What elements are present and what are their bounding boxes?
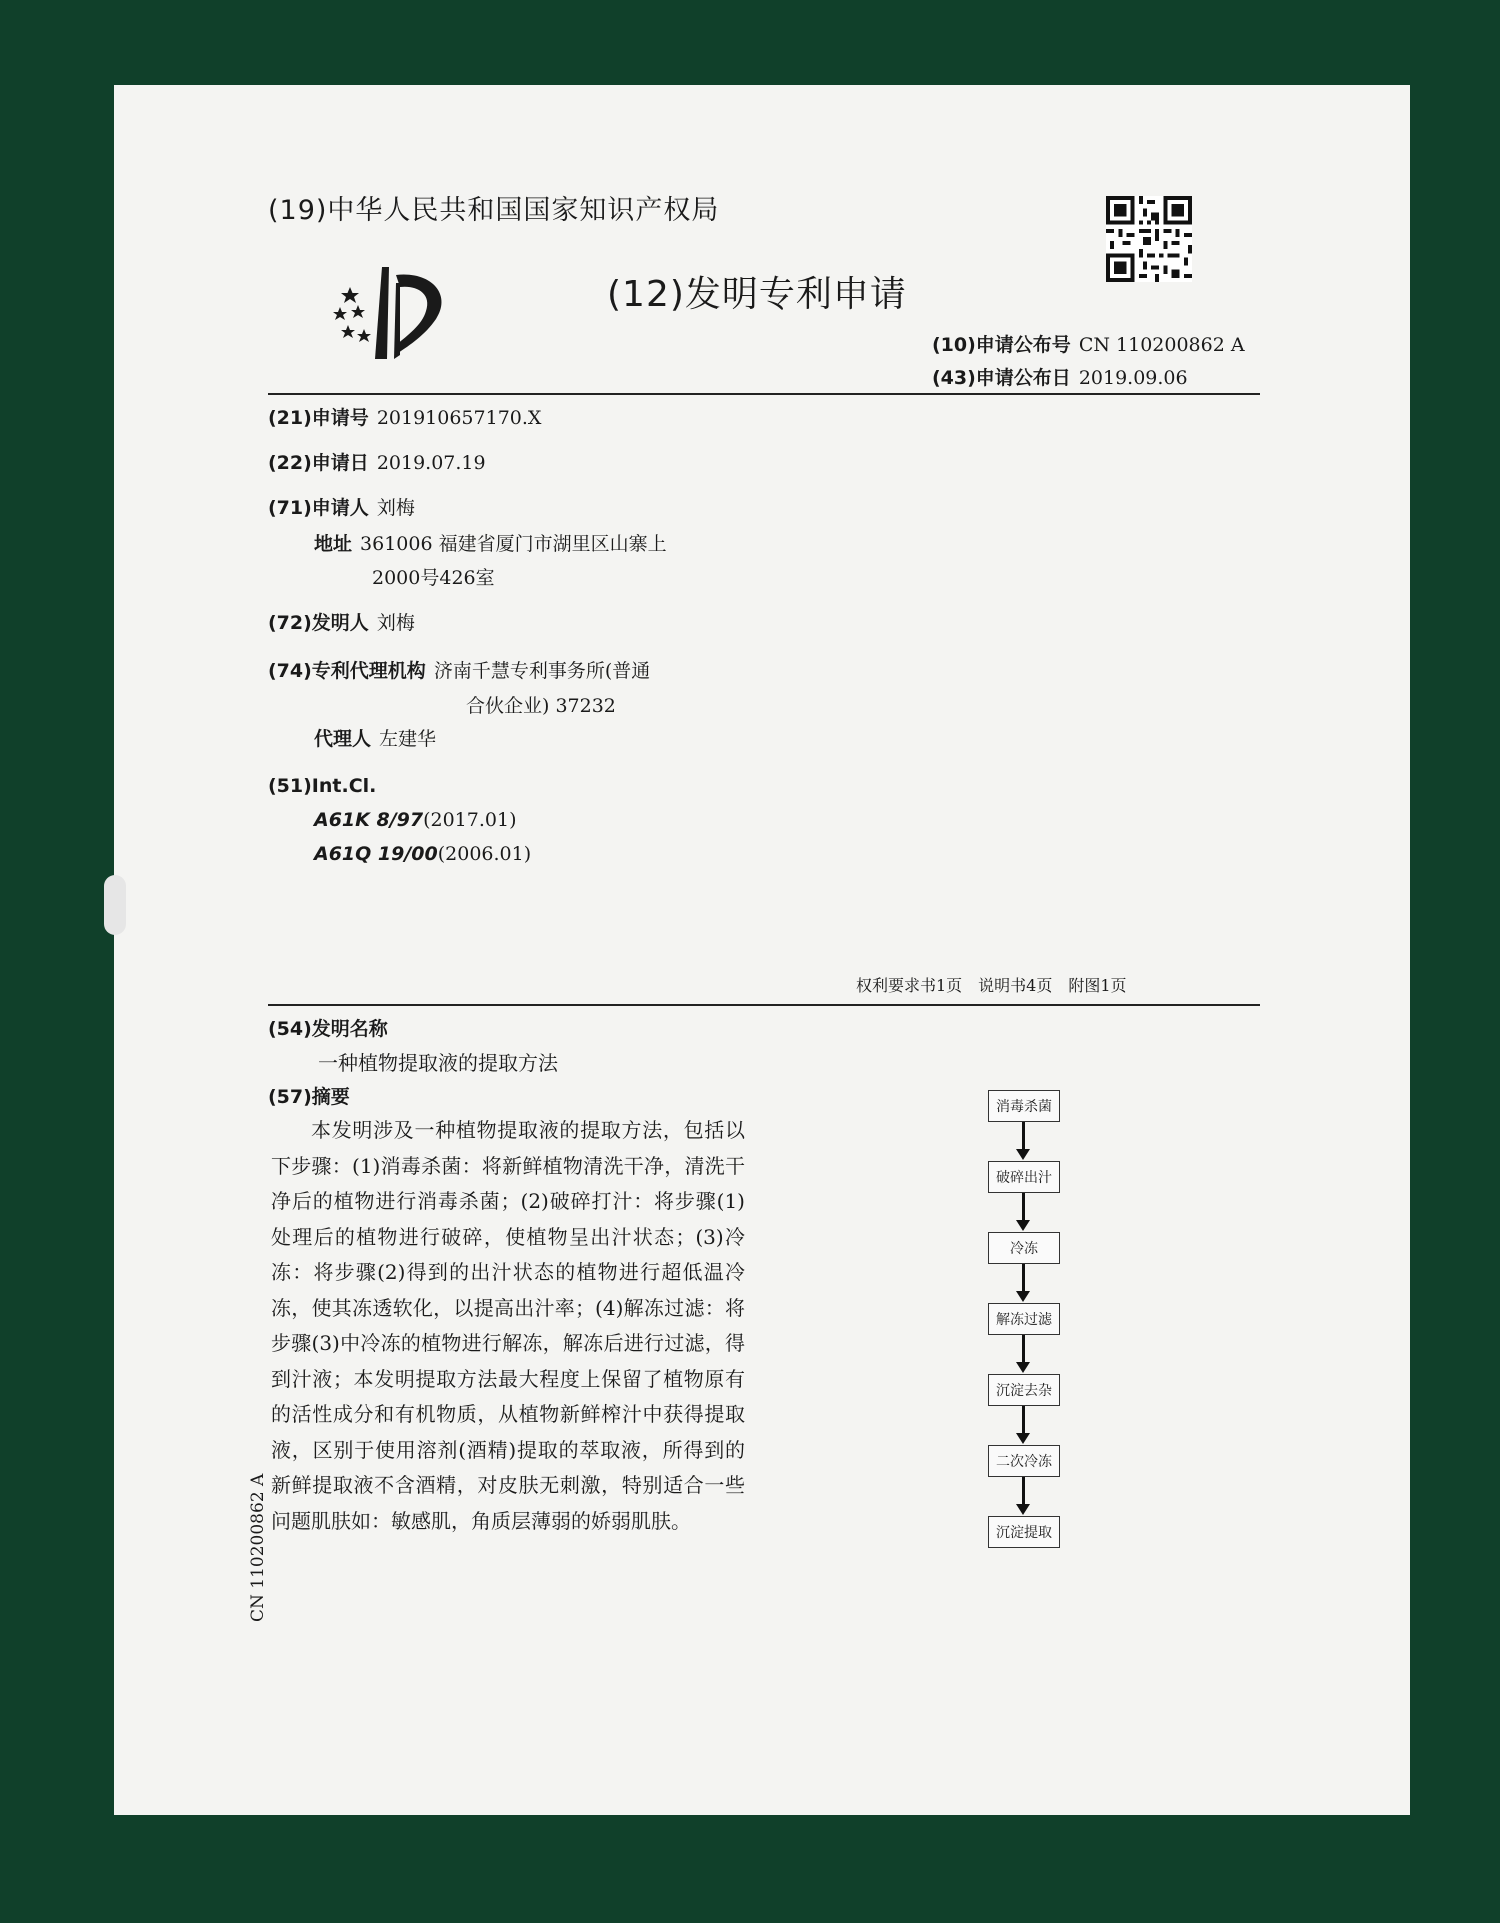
flow-step: 消毒杀菌	[988, 1090, 1060, 1122]
flow-arrow	[1022, 1264, 1025, 1292]
flow-step: 沉淀提取	[988, 1516, 1060, 1548]
address-line-2: 2000号426室	[372, 567, 495, 589]
address: 地址 361006 福建省厦门市湖里区山寨上	[314, 533, 667, 555]
flow-arrow	[1022, 1406, 1025, 1434]
cnipa-emblem-icon	[328, 263, 454, 363]
publication-date: (43)申请公布日 2019.09.06	[932, 367, 1188, 389]
flow-arrow	[1022, 1122, 1025, 1150]
arrow-down-icon	[1016, 1433, 1030, 1444]
agent: 代理人 左建华	[314, 728, 437, 750]
scroll-handle[interactable]	[104, 875, 126, 935]
arrow-down-icon	[1016, 1362, 1030, 1373]
abstract-label: (57)摘要	[268, 1086, 350, 1108]
flow-step: 破碎出汁	[988, 1161, 1060, 1193]
header-divider	[268, 393, 1260, 395]
patent-agency-line-2: 合伙企业) 37232	[466, 695, 616, 717]
arrow-down-icon	[1016, 1291, 1030, 1302]
section-divider	[268, 1004, 1260, 1006]
application-number: (21)申请号 201910657170.X	[268, 407, 542, 429]
flow-step: 冷冻	[988, 1232, 1060, 1264]
page-counts: 权利要求书1页 说明书4页 附图1页	[856, 976, 1127, 995]
qr-code-icon	[1106, 196, 1192, 282]
flow-arrow	[1022, 1477, 1025, 1505]
flow-arrow	[1022, 1335, 1025, 1363]
patent-agency: (74)专利代理机构 济南千慧专利事务所(普通	[268, 660, 651, 682]
ipc-entry: A61K 8/97(2017.01)	[314, 809, 517, 831]
arrow-down-icon	[1016, 1220, 1030, 1231]
publication-number: (10)申请公布号 CN 110200862 A	[932, 334, 1245, 356]
flow-step: 解冻过滤	[988, 1303, 1060, 1335]
inventor: (72)发明人 刘梅	[268, 612, 415, 634]
application-date: (22)申请日 2019.07.19	[268, 452, 486, 474]
flow-step: 二次冷冻	[988, 1445, 1060, 1477]
arrow-down-icon	[1016, 1504, 1030, 1515]
invention-title-label: (54)发明名称	[268, 1018, 388, 1040]
applicant: (71)申请人 刘梅	[268, 497, 415, 519]
flow-step: 沉淀去杂	[988, 1374, 1060, 1406]
ipc-entry: A61Q 19/00(2006.01)	[314, 843, 532, 865]
abstract-text: 本发明涉及一种植物提取液的提取方法，包括以下步骤：(1)消毒杀菌：将新鲜植物清洗干净，清洗干净后的植物进行消毒杀菌；(2)破碎打汁：将步骤(1)处理后的植物进行破碎，使植物呈出汁状态；(3)冷冻：将步骤(2)得到的出汁状态的植物进行超低温冷冻，使其冻透软化，以提高出汁率；(4)解冻过滤：将步骤(3)中冷冻的植物进行解冻，解冻后进行过滤，得到汁液；本发明提取方法最大程度上保留了植物原有的活性成分和有机物质，从植物新鲜榨汁中获得提取液，区别于使用溶剂(酒精)提取的萃取液，所得到的新鲜提取液不含酒精，对皮肤无刺激，特别适合一些问题肌肤如：敏感肌，角质层薄弱的娇弱肌肤。	[271, 1118, 745, 1533]
arrow-down-icon	[1016, 1149, 1030, 1160]
side-publication-id: CN 110200862 A	[248, 1473, 268, 1622]
invention-title: 一种植物提取液的提取方法	[318, 1051, 558, 1075]
office-name: (19)中华人民共和国国家知识产权局	[268, 195, 720, 226]
document-type: (12)发明专利申请	[607, 274, 907, 315]
flow-arrow	[1022, 1193, 1025, 1221]
int-cl-label: (51)Int.Cl.	[268, 775, 377, 797]
